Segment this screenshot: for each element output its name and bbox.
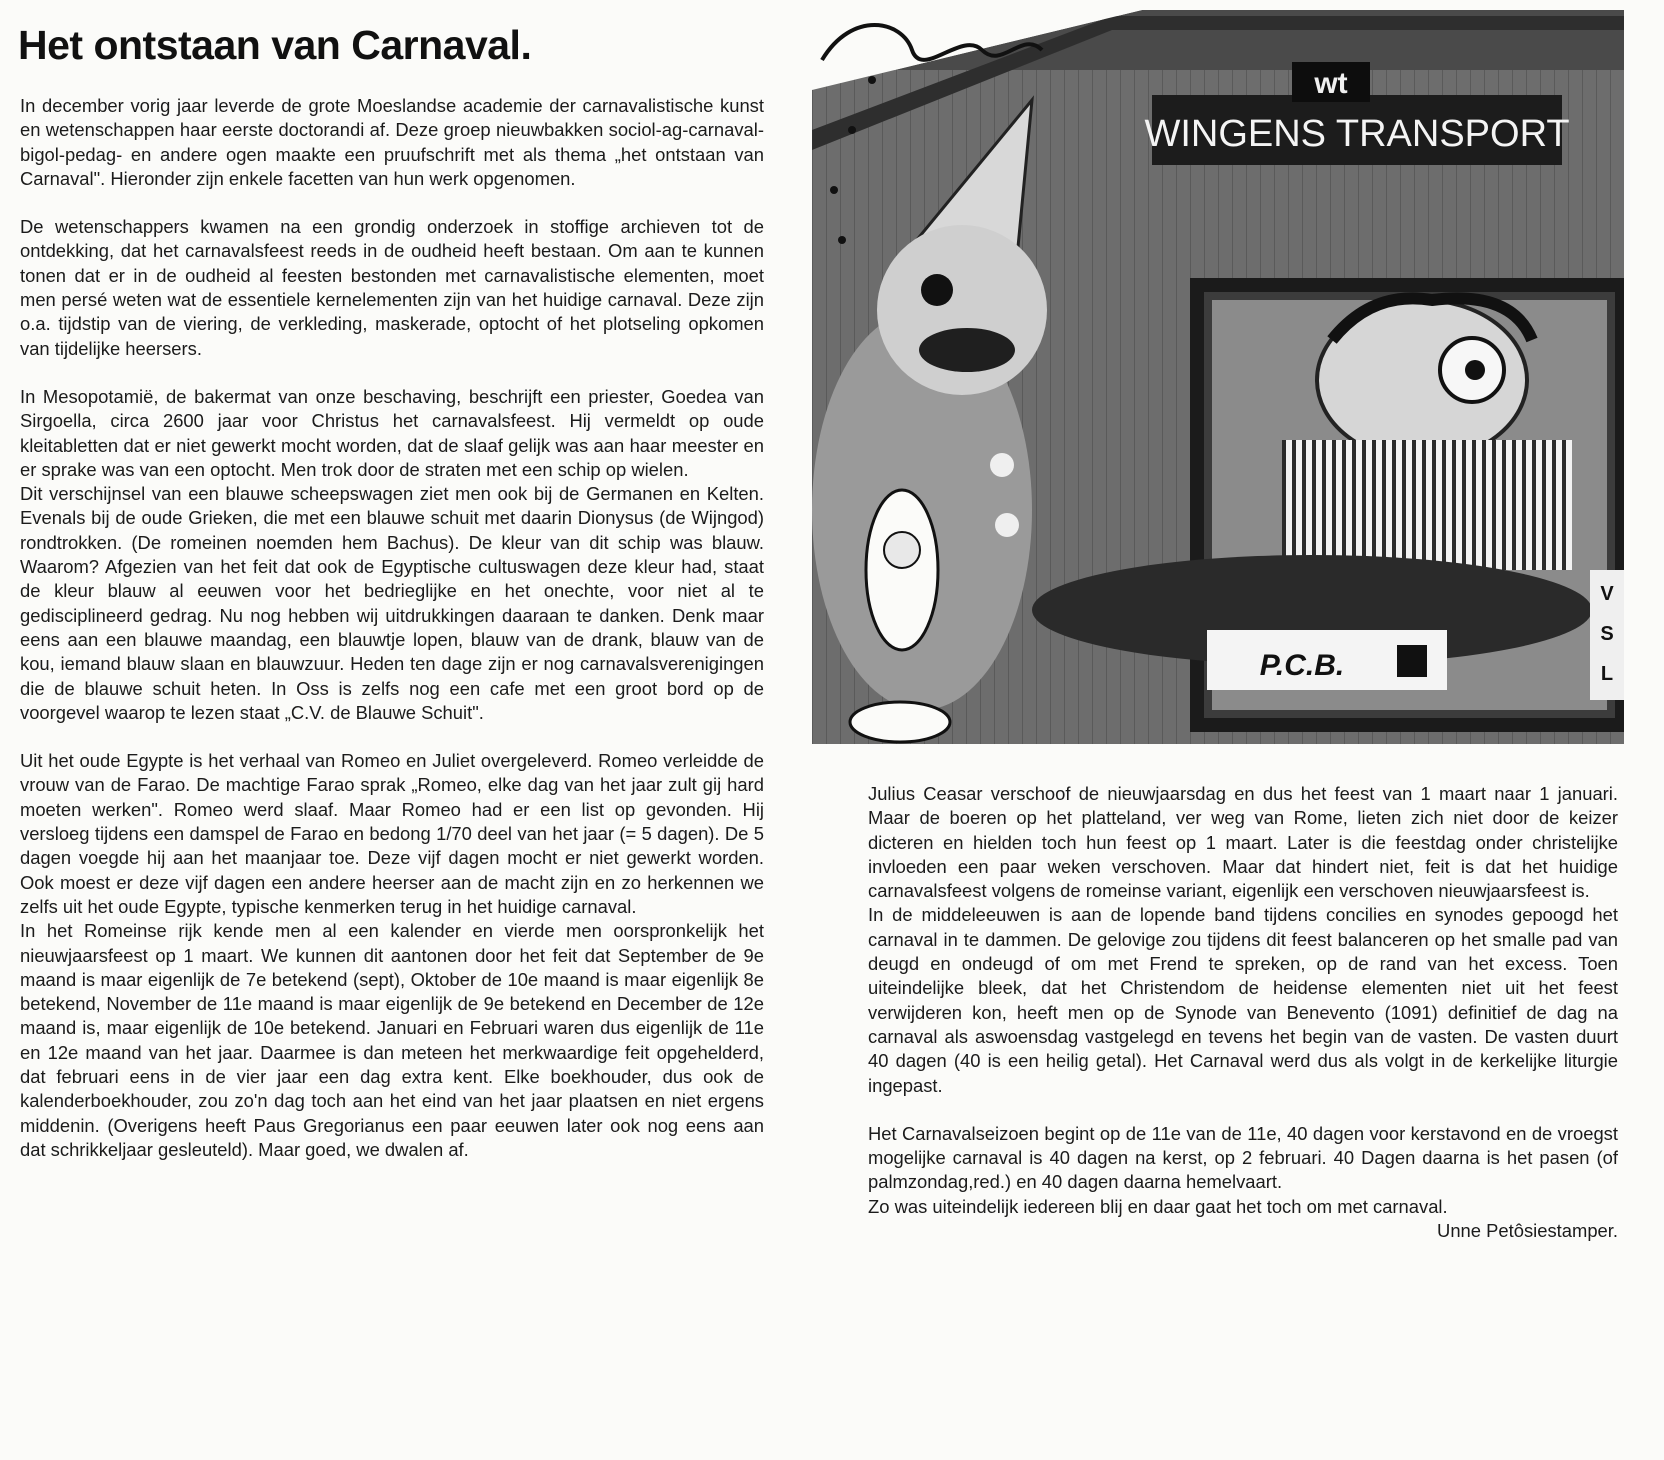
photo-clown-eye: [921, 274, 953, 306]
body-paragraph: In de middeleeuwen is aan de lopende band tijdens concilies en synodes gepoogd het carnaval in te dammen. De gelovige zou tijdens dit feest balanceren op het smalle pad van deugd en ondeugd of om met Frend te spreken, op de rand van het excess. Toen uiteindelijke bleek, dat het Christendom de heidense elementen niet uit het feest verwijderen kon, heeft men op de Synode van Benevento (1091) definitief de dag na carnaval als aswoensdag vastgelegd en tevens het begin van de vasten. De vasten duurt 40 dagen (40 is een heilig getal). Het Carnaval werd dus als volgt in de kerkelijke liturgie ingepast.: [868, 904, 1618, 1096]
intro-paragraph: In december vorig jaar leverde de grote Moeslandse academie der carnavalistische kunst en wetenschappen haar eerste doctorandi af. Deze groep nieuwbakken sociol-ag-carnaval-bigol-pedag- en andere ogen maakte een pruufschrift met als thema „het ontstaan van Carnaval". Hieronder zijn enkele facetten van hun werk opgenomen.: [20, 95, 764, 189]
photo-clown-button: [995, 513, 1019, 537]
body-paragraph: In het Romeinse rijk kende men al een kalender en vierde men oorspronkelijk het nieuwjaarsfeest op 1 maart. We kunnen dit aantonen door het feit dat September de 9e maand is maar eigenlijk de 7e betekend (sept), Oktober de 10e maand is maar eigenlijk 8e betekend, November de 11e maand is maar eigenlijk de 9e betekend en December de 12e maand is, maar eigenlijk de 10e betekend. Januari en Februari waren dus eigenlijk de 11e en 12e maand van het jaar. Daarmee is dan meteen het merkwaardige feit opgehelderd, dat februari eens in de vier jaar een dag extra kent. Elke boekhouder, dus ook de kalenderboekhouder, zou zo'n dag toch aan het eind van het jaar plaatsen en niet ergens middenin. (Overigens heeft Paus Gregorianus een paar eeuwen later ook nog eens aan dat schrikkeljaar gesleuteld). Maar goed, we dwalen af.: [20, 920, 764, 1160]
photo-side-sign-letter: L: [1600, 663, 1614, 685]
article-column-left: [20, 94, 764, 1162]
photo-clown-mouth: [919, 328, 1015, 372]
carnival-float-photo: [812, 10, 1624, 744]
photo-figure-shirt: [1282, 440, 1572, 570]
photo-confetti-dot: [838, 236, 846, 244]
photo-confetti-dot: [868, 76, 876, 84]
article-column-right: [868, 782, 1618, 1243]
photo-sign-logo: wt: [1314, 67, 1348, 100]
photo-float-banner-text: P.C.B.: [1259, 649, 1345, 682]
body-paragraph: De wetenschappers kwamen na een grondig onderzoek in stoffige archieven tot de ontdekking, dat het carnavalsfeest reeds in de oudheid heeft bestaan. Om aan te kunnen tonen dat er in de oudheid al feesten bestonden met carnavalistische elementen, moet men persé weten wat de essentiele kernelementen zijn van het huidige carnaval. Deze zijn o.a. tijdstip van de viering, de verkleding, maskerade, optocht of het plotseling opkomen van tijdelijke heersers.: [20, 216, 764, 359]
body-paragraph: Julius Ceasar verschoof de nieuwjaarsdag en dus het feest van 1 maart naar 1 januari. Maar de boeren op het platteland, ver weg van Rome, lieten zich niet door de keizer dicteren en hielden toch hun feest op 1 maart. Later is die feestdag onder christelijke invloeden een paar weken verschoven. Maar dat hindert niet, feit is dat het huidige carnavalsfeest volgens de romeinse variant, eigenlijk een verschoven nieuwjaarsfeest is.: [868, 783, 1618, 902]
photo-clown-button: [990, 453, 1014, 477]
photo-confetti-dot: [830, 186, 838, 194]
article-title: Het ontstaan van Carnaval.: [18, 22, 532, 68]
body-paragraph: Dit verschijnsel van een blauwe scheepswagen ziet men ook bij de Germanen en Kelten. Evenals bij de oude Grieken, die met een blauwe schuit met daarin Dionysus (de Wijngod) rondtrokken. (De romeinen noemden hem Bachus). De kleur van dit schip was blauw. Waarom? Afgezien van het feit dat ook de Egyptische cultuswagen deze kleur had, staat de kleur blauw al eeuwen voor het bedrieglijke en het onechte, voor niet al te gedisciplineerd gedrag. Nu nog hebben wij uitdrukkingen daaraan te danken. Denk maar eens aan een blauwe maandag, een blauwtje lopen, blauw van de drank, blauw van de kou, iemand blauw slaan en blauwzuur. Heden ten dage zijn er nog carnavalsverenigingen die de blauwe schuit heten. In Oss is zelfs nog een cafe met een groot bord op de voorgevel waarop te lezen staat „C.V. de Blauwe Schuit".: [20, 483, 764, 723]
body-paragraph: Uit het oude Egypte is het verhaal van Romeo en Juliet overgeleverd. Romeo verleidde de vrouw van de Farao. De machtige Farao sprak „Romeo, elke dag van het jaar zult gij hard moeten werken". Romeo werd slaaf. Maar Romeo had er een list op gevonden. Hij versloeg tijdens een damspel de Farao en bedong 1/70 deel van het jaar (= 5 dagen). De 5 dagen voegde hij aan het maanjaar toe. Deze vijf dagen mocht er niet gewerkt worden. Ook moest er deze vijf dagen een andere heerser aan de macht zijn en zo herkennen we zelfs uit het oude Egypte, typische kenmerken terug in het huidige carnaval.: [20, 750, 764, 917]
photo-side-sign-letter: V: [1600, 583, 1614, 605]
photo-figure-pupil: [1465, 360, 1485, 380]
photo-side-sign-letter: S: [1600, 623, 1614, 645]
author-signature: Unne Petôsiestamper.: [1437, 1220, 1618, 1242]
photo-float-banner-square: [1397, 645, 1427, 677]
photo-confetti-dot: [848, 126, 856, 134]
body-paragraph: In Mesopotamië, de bakermat van onze beschaving, beschrijft een priester, Goedea van Sirgoella, circa 2600 jaar voor Christus het carnavalsfeest. Hij vermeldt op oude kleitabletten dat er niet gewerkt mocht worden, dat de slaaf gelijk was aan haar meester en er sprake was van een optocht. Men trok door de straten met een schip op wielen.: [20, 385, 764, 480]
photo-sign-text: WINGENS TRANSPORT: [1144, 113, 1570, 155]
body-paragraph: Het Carnavalseizoen begint op de 11e van de 11e, 40 dagen voor kerstavond en de vroegst mogelijke carnaval is 40 dagen na kerst, op 2 februari. 40 Dagen daarna is het pasen (of palmzondag,red.) en 40 dagen daarna hemelvaart.: [868, 1122, 1618, 1193]
body-paragraph: Zo was uiteindelijk iedereen blij en daar gaat het toch om met carnaval.: [868, 1195, 1448, 1217]
